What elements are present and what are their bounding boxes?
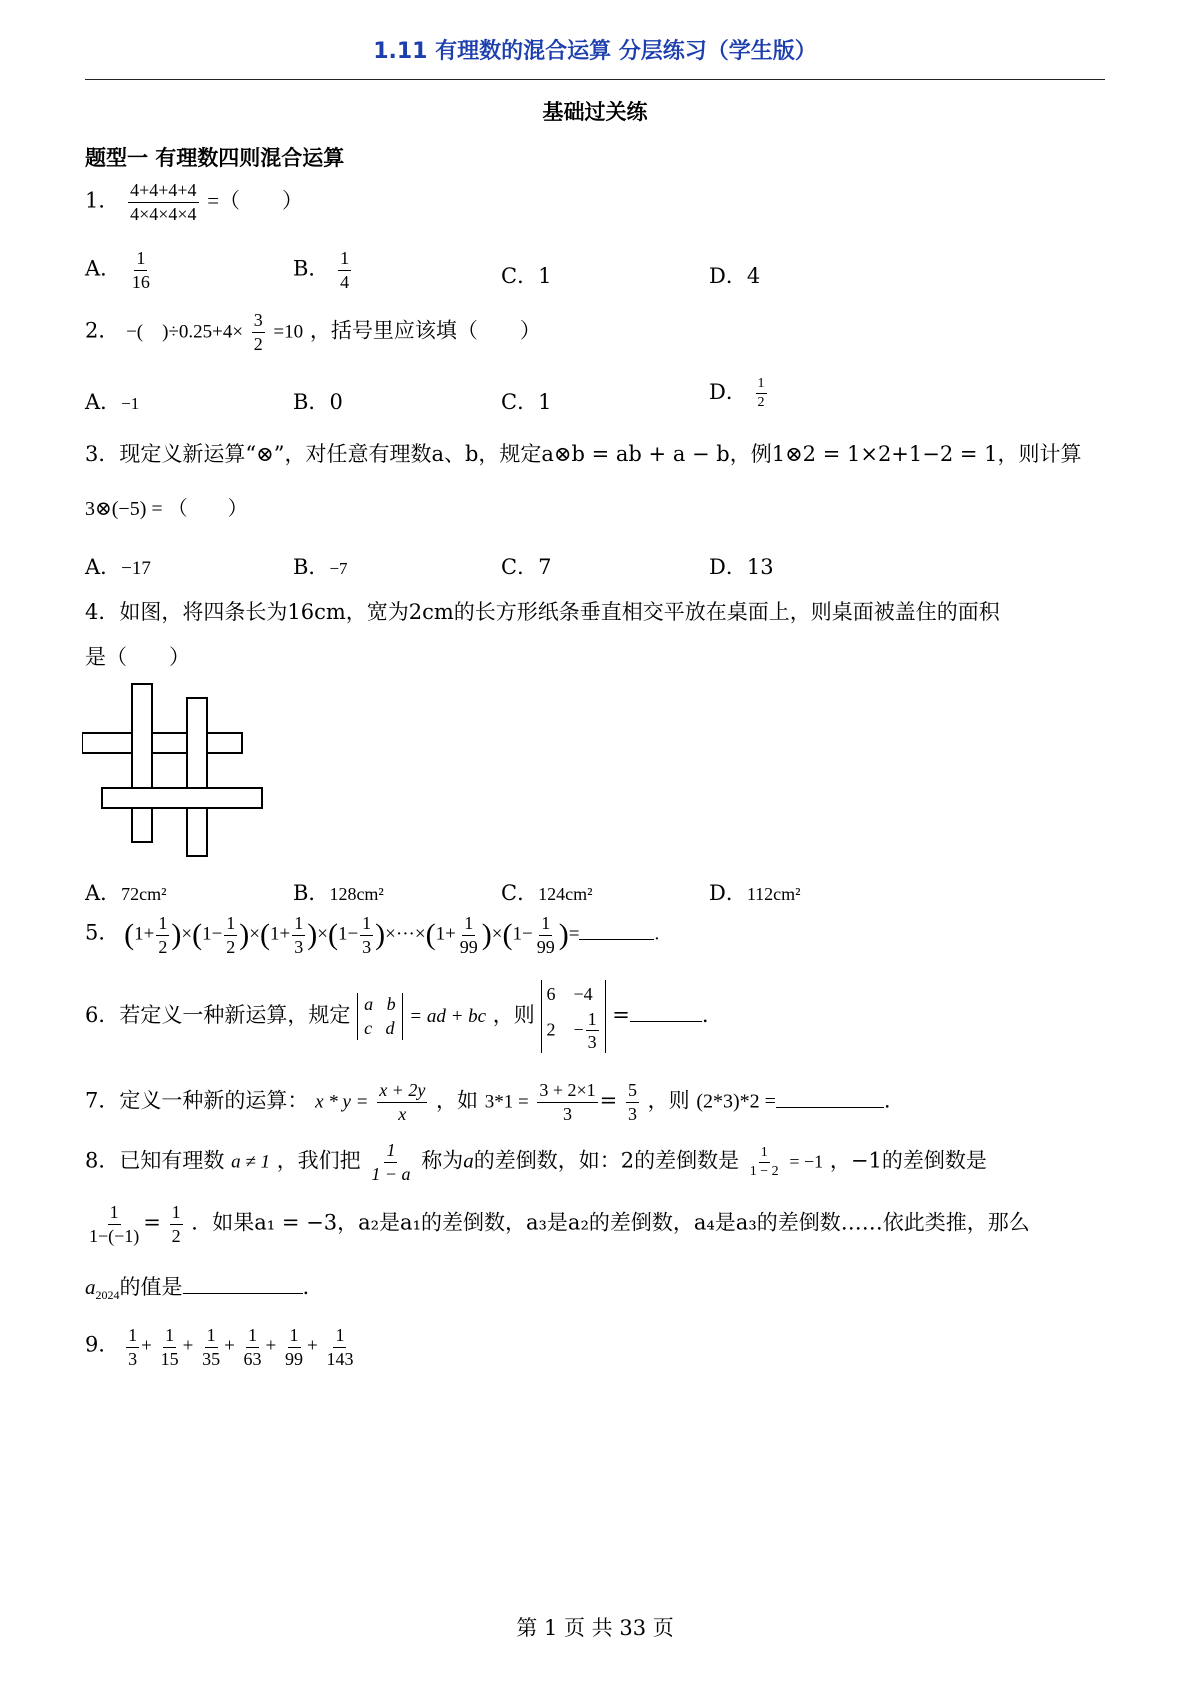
q3-option-c: C．7: [501, 555, 552, 579]
question-number: 1．: [85, 188, 120, 213]
q3-option-b: B．−7: [293, 555, 348, 579]
q4-option-b: B．128cm²: [293, 881, 384, 905]
q3-option-a: A．−17: [85, 555, 151, 579]
q4-option-a: A．72cm²: [85, 881, 167, 905]
question-type-heading: 题型一 有理数四则混合运算: [85, 146, 345, 170]
q4-option-c: C．124cm²: [501, 881, 593, 905]
question-1: 1． $\frac{4+4+4+4}{4\times 4\times 4\times 4}$ =（ ）: [85, 180, 304, 224]
determinant-definition: a b c d: [357, 993, 403, 1040]
title-divider: [85, 79, 1105, 80]
paper-strips-figure: [82, 682, 267, 860]
question-3-line-2: 3⊗(−5) = （ ）: [85, 498, 248, 520]
question-6: 6．若定义一种新运算，规定 a b c d = ad + bc ，则 6 −4 2 − $\frac{1}{3}$ = .: [85, 980, 709, 1053]
question-3-line-1: 3．现定义新运算“⊗”，对任意有理数a、b，规定a⊗b = ab + a − b，例1⊗2 = 1×2+1−2 = 1，则计算: [85, 442, 1082, 466]
q4-option-d: D．112cm²: [709, 881, 801, 905]
q2-option-a: A．−1: [85, 390, 140, 414]
section-title: 基础过关练: [542, 100, 648, 124]
q2-option-c: C．1: [501, 390, 552, 414]
q1-option-b: B． $\frac{1}{4}$: [293, 248, 350, 292]
strip-right-vertical: [187, 698, 207, 856]
strip-left-vertical: [132, 684, 152, 842]
q1-option-c: C．1: [501, 264, 552, 288]
page-footer: 第 1 页 共 33 页: [516, 1616, 674, 1640]
strip-bottom-horizontal: [102, 788, 262, 808]
determinant-question: 6 −4 2 − $\frac{1}{3}$: [541, 980, 605, 1053]
strip-top-horizontal: [82, 733, 242, 753]
q1-option-d: D．4: [709, 264, 761, 288]
question-4-line-1: 4．如图，将四条长为16cm，宽为2cm的长方形纸条垂直相交平放在桌面上，则桌面被盖住的面积: [85, 600, 1000, 624]
question-8-line-2: $\frac{1}{1-(-1)}$ = $\frac{1}{2}$ ．如果a₁ = −3，a₂是a₁的差倒数，a₃是a₂的差倒数，a₄是a₃的差倒数……依此类推，那么: [89, 1202, 1030, 1246]
question-4-line-2: 是（ ）: [85, 645, 190, 669]
q2-option-d: D． $\frac{1}{2}$: [709, 376, 765, 411]
question-8-line-3: $a_{2024}$的值是 .: [85, 1275, 310, 1303]
q1-option-a: A． $\frac{1}{16}$: [85, 248, 150, 292]
question-8-line-1: 8．已知有理数 a ≠ 1 ，我们把 $\frac{1}{1 - a}$ 称为a的差倒数，如：2的差倒数是 $\frac{1}{1 - 2}$ = −1 ，−1的差倒数是: [85, 1140, 987, 1184]
question-7: 7．定义一种新的运算： x * y = $\frac{x + 2y}{x}$ ，如 3*1 = $\frac{3 + 2\times 1}{3}$ = $\frac{5}{3}$ ，则 (2*3)*2 = .: [85, 1080, 891, 1124]
q3-option-d: D．13: [709, 555, 774, 579]
question-2: 2． −( )÷0.25+4× $\frac{3}{2}$ =10 ，括号里应该填（ ）: [85, 310, 541, 354]
question-9: 9． $\frac{1}{3}$ + $\frac{1}{15}$ + $\frac{1}{35}$ + $\frac{1}{63}$ + $\frac{1}{99}$ + $\frac{1}{143}$: [85, 1325, 354, 1369]
q2-option-b: B．0: [293, 390, 343, 414]
q1-fraction: $\frac{4+4+4+4}{4\times 4\times 4\times 4}$: [130, 180, 197, 224]
question-5: 5． (1+ $\frac{1}{2}$ )×(1− $\frac{1}{2}$ )×(1+ $\frac{1}{3}$ )×(1− $\frac{1}{3}$ )×···×(1+ $\frac{1}{99}$ )×(1− $\frac{1}{99}$ )= .: [85, 913, 660, 957]
page-title: 1.11 有理数的混合运算 分层练习（学生版）: [373, 39, 817, 64]
